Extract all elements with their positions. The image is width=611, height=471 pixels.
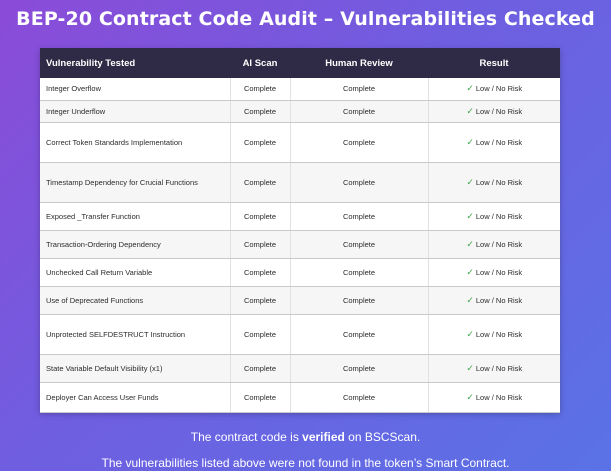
result-cell <box>428 78 560 100</box>
ai-scan-cell: Complete <box>230 382 290 412</box>
table-row <box>40 100 560 122</box>
column-header-human-review: Human Review <box>290 48 428 78</box>
check-icon: ✓ <box>466 238 474 249</box>
table-row <box>40 286 560 314</box>
table-row <box>40 382 560 412</box>
human-review-cell: Complete <box>290 78 428 100</box>
result-label: Low / No Risk <box>475 106 523 116</box>
ai-scan-cell: Complete <box>230 354 290 382</box>
check-icon: ✓ <box>466 391 474 402</box>
result-cell <box>428 258 560 286</box>
result-label: Low / No Risk <box>475 137 523 147</box>
ai-scan-cell: Complete <box>230 202 290 230</box>
human-review-cell: Complete <box>290 314 428 354</box>
column-header-ai-scan: AI Scan <box>230 48 290 78</box>
ai-scan-cell: Complete <box>230 122 290 162</box>
verification-note <box>0 430 611 444</box>
vulnerability-cell: Unchecked Call Return Variable <box>40 258 230 286</box>
verified-label: verified <box>302 430 345 444</box>
result-label: Low / No Risk <box>475 84 523 94</box>
table-row <box>40 78 560 100</box>
table-row <box>40 258 560 286</box>
vulnerability-cell: Transaction-Ordering Dependency <box>40 230 230 258</box>
table-row <box>40 202 560 230</box>
vulnerability-cell: State Variable Default Visibility (x1) <box>40 354 230 382</box>
vulnerability-cell: Integer Overflow <box>40 78 230 100</box>
result-label: Low / No Risk <box>475 211 523 221</box>
ai-scan-cell: Complete <box>230 100 290 122</box>
result-label: Low / No Risk <box>475 267 523 277</box>
ai-scan-cell: Complete <box>230 78 290 100</box>
vulnerability-cell: Unprotected SELFDESTRUCT Instruction <box>40 314 230 354</box>
check-icon: ✓ <box>466 210 474 221</box>
result-cell <box>428 162 560 202</box>
result-cell <box>428 314 560 354</box>
human-review-cell: Complete <box>290 382 428 412</box>
table-header-row <box>40 48 560 78</box>
result-cell <box>428 100 560 122</box>
check-icon: ✓ <box>466 328 474 339</box>
table-row <box>40 162 560 202</box>
ai-scan-cell: Complete <box>230 230 290 258</box>
human-review-cell: Complete <box>290 202 428 230</box>
human-review-cell: Complete <box>290 122 428 162</box>
vulnerability-cell: Use of Deprecated Functions <box>40 286 230 314</box>
table-row <box>40 354 560 382</box>
vulnerability-cell: Exposed _Transfer Function <box>40 202 230 230</box>
ai-scan-cell: Complete <box>230 162 290 202</box>
human-review-cell: Complete <box>290 100 428 122</box>
check-icon: ✓ <box>466 83 474 94</box>
check-icon: ✓ <box>466 176 474 187</box>
vulnerability-cell: Correct Token Standards Implementation <box>40 122 230 162</box>
result-cell <box>428 382 560 412</box>
check-icon: ✓ <box>466 105 474 116</box>
result-cell <box>428 286 560 314</box>
result-cell <box>428 202 560 230</box>
vulnerability-cell: Deployer Can Access User Funds <box>40 382 230 412</box>
result-cell <box>428 122 560 162</box>
human-review-cell: Complete <box>290 230 428 258</box>
human-review-cell: Complete <box>290 354 428 382</box>
ai-scan-cell: Complete <box>230 258 290 286</box>
result-label: Low / No Risk <box>475 295 523 305</box>
result-label: Low / No Risk <box>475 239 523 249</box>
check-icon: ✓ <box>466 294 474 305</box>
result-label: Low / No Risk <box>475 329 523 339</box>
result-label: Low / No Risk <box>475 177 523 187</box>
table-row <box>40 230 560 258</box>
column-header-vulnerability: Vulnerability Tested <box>40 48 230 78</box>
column-header-result: Result <box>428 48 560 78</box>
check-icon: ✓ <box>466 362 474 373</box>
page-title: BEP-20 Contract Code Audit – Vulnerabilities Checked <box>16 8 595 30</box>
human-review-cell: Complete <box>290 162 428 202</box>
ai-scan-cell: Complete <box>230 286 290 314</box>
ai-scan-cell: Complete <box>230 314 290 354</box>
result-cell <box>428 354 560 382</box>
result-label: Low / No Risk <box>475 363 523 373</box>
vulnerability-cell: Integer Underflow <box>40 100 230 122</box>
verification-note-prefix: The contract code is <box>190 430 303 444</box>
result-label: Low / No Risk <box>475 392 523 402</box>
findings-note: The vulnerabilities listed above were not found in the token’s Smart Contract. <box>101 456 510 470</box>
verification-note-suffix: on BSCScan. <box>344 430 421 444</box>
check-icon: ✓ <box>466 266 474 277</box>
check-icon: ✓ <box>466 136 474 147</box>
table-row <box>40 314 560 354</box>
result-cell <box>428 230 560 258</box>
human-review-cell: Complete <box>290 286 428 314</box>
audit-table <box>40 48 560 412</box>
table-row <box>40 122 560 162</box>
vulnerability-cell: Timestamp Dependency for Crucial Functions <box>40 162 230 202</box>
human-review-cell: Complete <box>290 258 428 286</box>
